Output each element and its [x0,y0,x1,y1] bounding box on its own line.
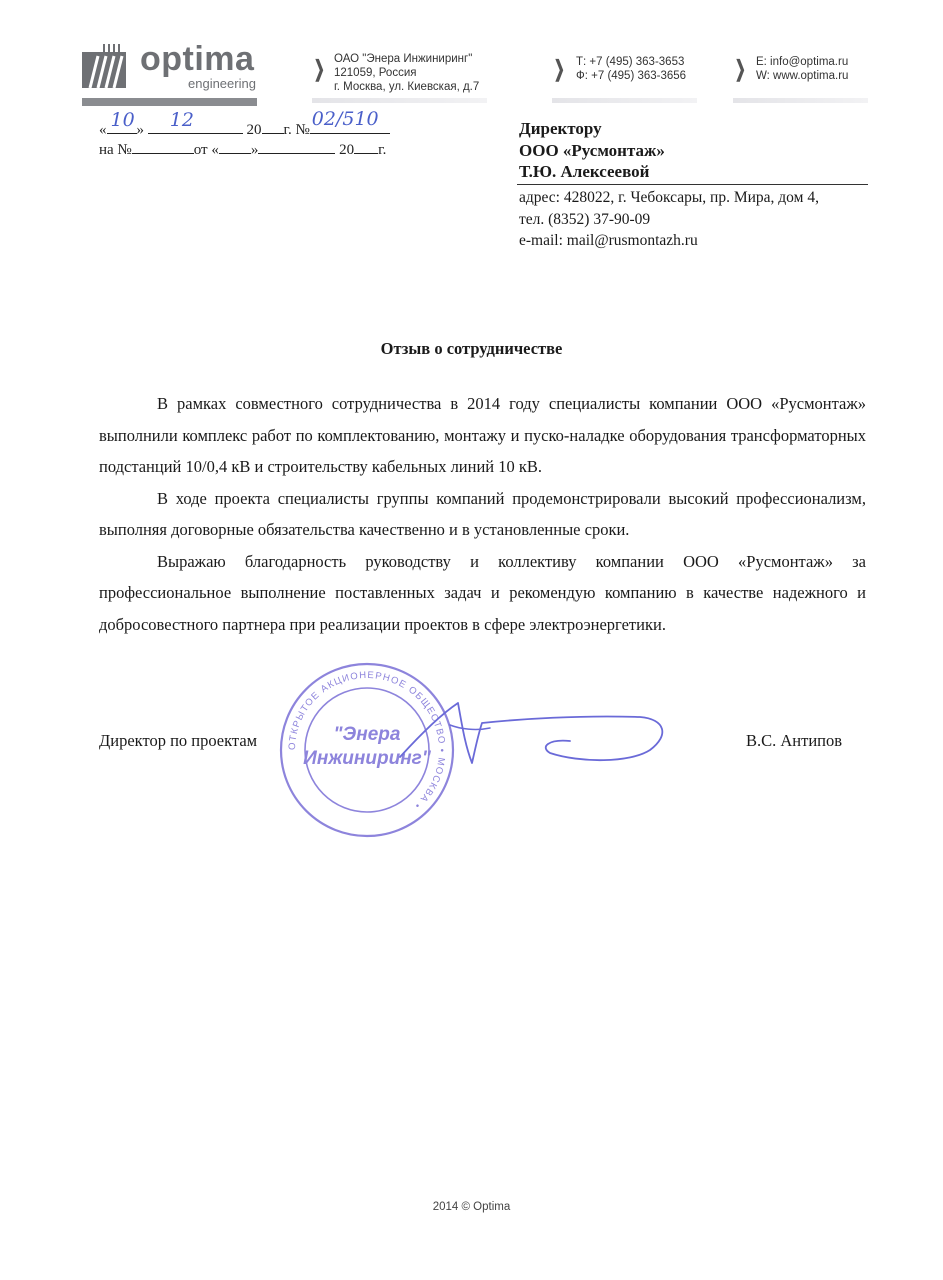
body-paragraph: В ходе проекта специалисты группы компаний продемонстрировали высокий профессионализм, выполняя договорные обязательства качественно и в установленные сроки. [99,488,866,539]
handwritten-number: 02/510 [311,108,379,130]
signatory-position: Директор по проектам [99,731,258,750]
logo-wordmark: optima [140,40,255,78]
phone-line: Т: +7 (495) 363-3653 [576,56,685,68]
signatory-name: В.С. Антипов [746,731,843,750]
logo-subtitle: engineering [188,76,256,91]
handwritten-day: 10 [110,109,135,131]
addressee-email: e-mail: mail@rusmontazh.ru [519,232,698,249]
fax-line: Ф: +7 (495) 363-3656 [576,70,687,82]
optima-logo-icon [82,44,126,88]
header-divider [552,98,697,103]
handwritten-month: 12 [169,109,194,131]
handwritten-signature [380,695,680,775]
page-footer: 2014 © Optima [432,1201,511,1213]
logo-underline-bar [82,98,257,106]
arrow-right-icon: ❯ [313,56,325,81]
header-contacts-block [756,55,848,83]
company-name: ОАО "Энера Инжиниринг" [334,53,473,65]
addressee-company: ООО «Русмонтаж» [519,140,665,160]
header-divider [733,98,868,103]
addressee-name: Т.Ю. Алексеевой [519,162,650,181]
addressee-divider [517,184,868,185]
company-postal: 121059, Россия [334,67,417,79]
incoming-reference: на № от « » 20 г. [99,138,386,160]
addressee-position: Директору [519,119,602,138]
addressee-block [519,118,665,183]
header-phones-block [576,55,686,83]
addressee-phone: тел. (8352) 37-90-09 [519,210,651,228]
body-paragraph: В рамках совместного сотрудничества в 2014 году специалисты компании ООО «Русмонтаж» выполнили комплекс работ по комплектованию, монтажу и пуско-наладке оборудования трансформаторных подстанций 10/0,4 кВ и строительству кабельных линий 10 кВ. [99,394,866,476]
stamp-text-line1: "Энера [333,724,401,745]
arrow-right-icon: ❯ [734,56,746,81]
addressee-address: адрес: 428022, г. Чебоксары, пр. Мира, дом 4, [519,189,819,206]
company-street: г. Москва, ул. Киевская, д.7 [334,81,480,93]
stamp-text-line2: Инжиниринг" [303,748,431,769]
addressee-contacts [519,187,819,252]
body-paragraph: Выражаю благодарность руководству и коллективу компании ООО «Русмонтаж» за профессиональное выполнение поставленных задач и рекомендую компанию в качестве надежного и добросовестного партнера при реализации проектов в сфере электроэнергетики. [99,551,866,634]
stamp-ring-text: ОТКРЫТОЕ АКЦИОНЕРНОЕ ОБЩЕСТВО • МОСКВА • [286,669,448,812]
email-line: E: info@optima.ru [756,56,849,68]
letter-subject: Отзыв о сотрудничестве [380,339,563,358]
arrow-right-icon: ❯ [553,56,565,81]
letter-body [99,388,866,640]
outgoing-reference: « 10 » 12 20 г. № 02/510 [99,118,390,140]
header-company-block [334,52,479,94]
header-divider [312,98,487,103]
website-line: W: www.optima.ru [756,70,849,82]
